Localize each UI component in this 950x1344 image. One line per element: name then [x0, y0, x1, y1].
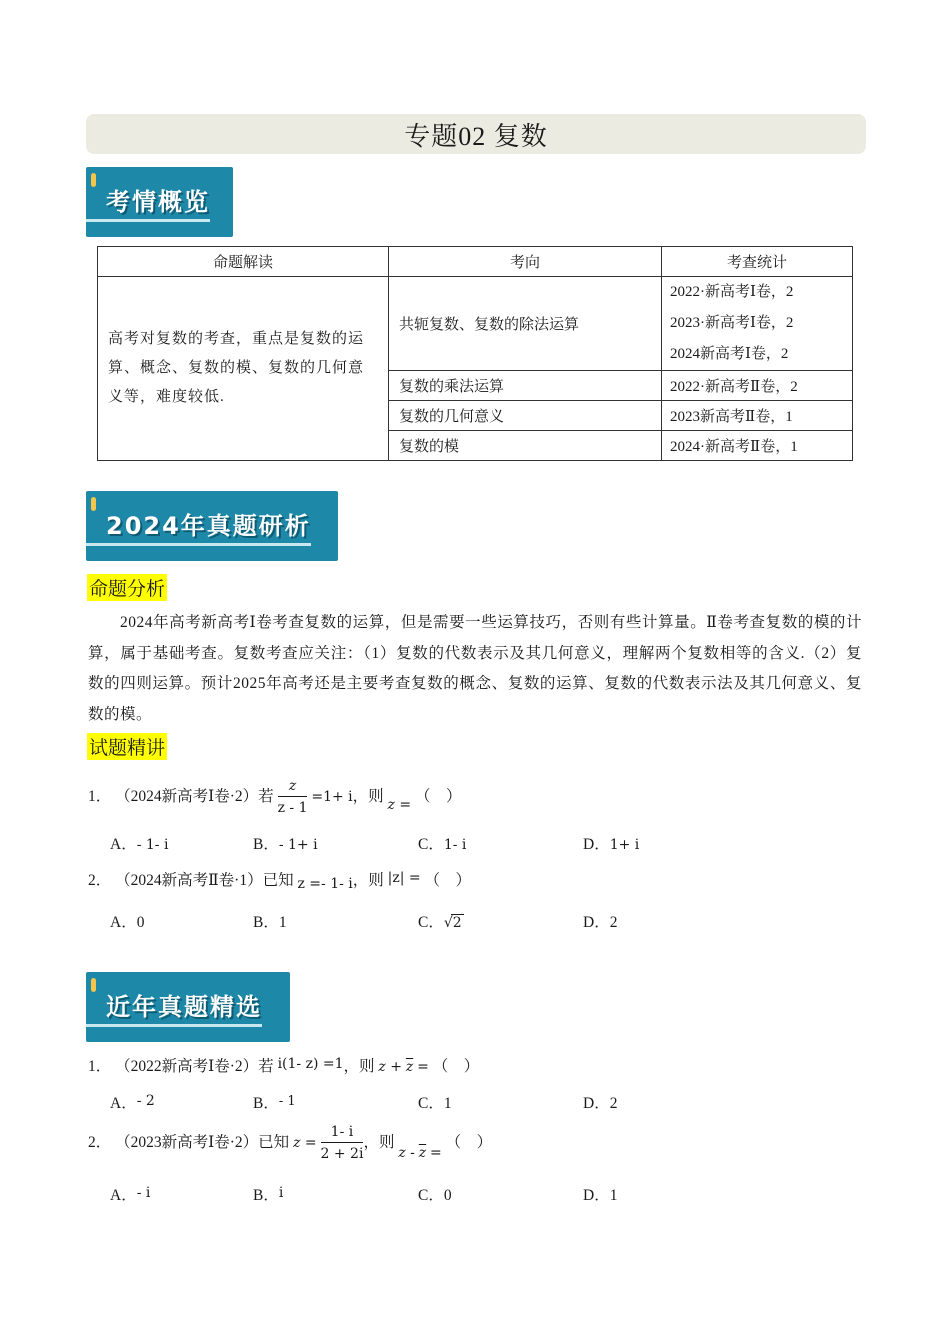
- option-label: A．: [110, 1187, 137, 1204]
- banner-overview: [86, 167, 233, 237]
- question-ask-eq: =: [417, 1059, 429, 1075]
- option-d[interactable]: [583, 910, 617, 932]
- option-a[interactable]: [110, 1183, 150, 1205]
- banner-recent: [86, 972, 290, 1042]
- question-connector: ，则: [363, 1134, 395, 1152]
- option-label: B．: [253, 1187, 279, 1204]
- banner-tick-icon: [91, 978, 96, 992]
- option-label: D．: [583, 1095, 610, 1112]
- page-title: [86, 114, 866, 154]
- question-number: 1．: [88, 1058, 112, 1075]
- page-title-text: 专题02 复数: [404, 121, 548, 151]
- option-value: - 1- i: [136, 837, 169, 853]
- conjugate-z: $\overline{z}$: [405, 1059, 414, 1075]
- stats-cell: 2023新高考Ⅱ卷，1: [662, 401, 853, 431]
- question-recent-2: [88, 1122, 492, 1165]
- table-header: 命题解读: [98, 247, 389, 277]
- option-b[interactable]: [253, 1091, 296, 1113]
- stat-line: 2023·新高考Ⅰ卷，2: [670, 315, 794, 331]
- option-label: D．: [583, 836, 610, 853]
- question-expression: i(1- z) =1: [277, 1056, 344, 1072]
- option-d[interactable]: [583, 1183, 617, 1205]
- option-c[interactable]: [418, 910, 464, 932]
- option-value: - 1+ i: [278, 837, 318, 853]
- option-b[interactable]: [253, 910, 287, 932]
- fraction: [278, 776, 308, 819]
- question-expression: z =- 1- i: [297, 876, 353, 892]
- option-value: 1: [278, 914, 287, 931]
- question-2024-2: [88, 868, 471, 890]
- equation-rhs: =1+ i: [311, 789, 353, 806]
- option-label: B．: [253, 914, 279, 931]
- option-d[interactable]: [583, 1091, 617, 1113]
- overview-table: [97, 246, 853, 461]
- topic-cell: 复数的模: [389, 431, 662, 461]
- question-number: 2．: [88, 1134, 112, 1152]
- stats-cell: [662, 277, 853, 371]
- sqrt-icon: √: [443, 915, 453, 931]
- question-lhs: z =: [293, 1135, 317, 1152]
- option-c[interactable]: [418, 832, 466, 854]
- option-a[interactable]: [110, 1091, 155, 1113]
- option-value: i: [278, 1185, 284, 1201]
- interpretation-cell: 高考对复数的考查，重点是复数的运算、概念、复数的模、复数的几何意义等，难度较低.: [98, 277, 389, 461]
- question-recent-1: [88, 1054, 479, 1076]
- option-value: 1: [609, 1187, 618, 1204]
- option-value: 1+ i: [609, 837, 640, 853]
- fraction-numerator: z: [278, 776, 308, 797]
- option-value: - 1: [278, 1094, 296, 1109]
- question-ask: z =: [387, 797, 412, 814]
- option-value: - i: [136, 1185, 151, 1201]
- fraction-denominator: 2 + 2i: [320, 1146, 364, 1162]
- question-ask-eq: =: [430, 1145, 442, 1162]
- question-2024-1: [88, 776, 462, 819]
- banner-2024-analysis: [86, 491, 338, 561]
- question-number: 2．: [88, 872, 112, 889]
- option-label: C．: [418, 836, 444, 853]
- option-value: - 2: [136, 1093, 155, 1109]
- option-label: A．: [110, 1095, 137, 1112]
- question-ask: z -: [398, 1145, 415, 1162]
- conjugate-z: $\overline{z}$: [418, 1145, 427, 1162]
- stat-line: 2022·新高考Ⅰ卷，2: [670, 284, 794, 300]
- label-analysis: 命题分析: [87, 574, 167, 601]
- stats-cell: 2022·新高考Ⅱ卷，2: [662, 371, 853, 401]
- table-header: 考查统计: [662, 247, 853, 277]
- fraction: [321, 1122, 364, 1165]
- option-value: 2: [609, 1095, 618, 1112]
- question-connector: ，则: [352, 788, 384, 806]
- topic-cell: 复数的乘法运算: [389, 371, 662, 401]
- banner-overview-label: 考情概览: [86, 182, 210, 222]
- option-label: B．: [253, 1095, 279, 1112]
- fraction-denominator: z - 1: [277, 800, 308, 816]
- option-a[interactable]: [110, 910, 144, 932]
- option-label: A．: [110, 836, 137, 853]
- option-label: D．: [583, 914, 610, 931]
- option-value: 1: [443, 1095, 452, 1112]
- question-blank: （ ）: [414, 788, 462, 806]
- option-value: 0: [136, 914, 145, 931]
- option-b[interactable]: [253, 832, 318, 854]
- fraction-numerator: 1- i: [321, 1122, 364, 1143]
- banner-tick-icon: [91, 497, 96, 511]
- question-source: （2022新高考Ⅰ卷·2）若: [115, 1058, 274, 1075]
- stats-cell: 2024·新高考Ⅱ卷，1: [662, 431, 853, 461]
- question-blank: （ ）: [432, 1058, 480, 1075]
- topic-cell: 复数的几何意义: [389, 401, 662, 431]
- option-d[interactable]: [583, 832, 639, 854]
- banner-tick-icon: [91, 173, 96, 187]
- question-connector: ，则: [352, 872, 384, 889]
- question-connector: ，则: [343, 1058, 375, 1075]
- label-explain: 试题精讲: [87, 733, 167, 760]
- option-value: 2: [609, 914, 618, 931]
- option-label: D．: [583, 1187, 610, 1204]
- banner-recent-label: 近年真题精选: [86, 987, 262, 1027]
- question-ask: |z| =: [387, 870, 421, 886]
- topic-cell: 共轭复数、复数的除法运算: [389, 277, 662, 371]
- option-value: 2: [452, 915, 462, 931]
- question-source: （2024新高考Ⅰ卷·2）若: [115, 788, 274, 806]
- option-c[interactable]: [418, 1091, 452, 1113]
- option-b[interactable]: [253, 1183, 283, 1205]
- stat-line: 2024新高考Ⅰ卷，2: [670, 346, 789, 362]
- option-a[interactable]: [110, 832, 168, 854]
- option-label: C．: [418, 1095, 444, 1112]
- question-blank: （ ）: [445, 1134, 493, 1152]
- option-label: C．: [418, 1187, 444, 1204]
- question-source: （2024新高考Ⅱ卷·1）已知: [115, 872, 294, 889]
- table-header: 考向: [389, 247, 662, 277]
- option-value: 0: [443, 1187, 452, 1204]
- option-value: 1- i: [443, 837, 467, 853]
- question-source: （2023新高考Ⅰ卷·2）已知: [115, 1134, 290, 1152]
- question-number: 1．: [88, 788, 112, 806]
- option-label: C．: [418, 914, 444, 931]
- option-label: A．: [110, 914, 137, 931]
- banner-2024-label: 2024年真题研析: [86, 506, 311, 546]
- question-ask: z +: [378, 1059, 402, 1075]
- analysis-paragraph: 2024年高考新高考Ⅰ卷考查复数的运算，但是需要一些运算技巧，否则有些计算量。Ⅱ卷考查复数的模的计算，属于基础考查。复数考查应关注：（1）复数的代数表示及其几何意义，理解两个复数相等的含义.（2）复数的四则运算。预计2025年高考还是主要考查复数的概念、复数的运算、复数的代数表示法及其几何意义、复数的模。: [88, 614, 862, 723]
- option-label: B．: [253, 836, 279, 853]
- question-blank: （ ）: [424, 872, 472, 889]
- option-c[interactable]: [418, 1183, 452, 1205]
